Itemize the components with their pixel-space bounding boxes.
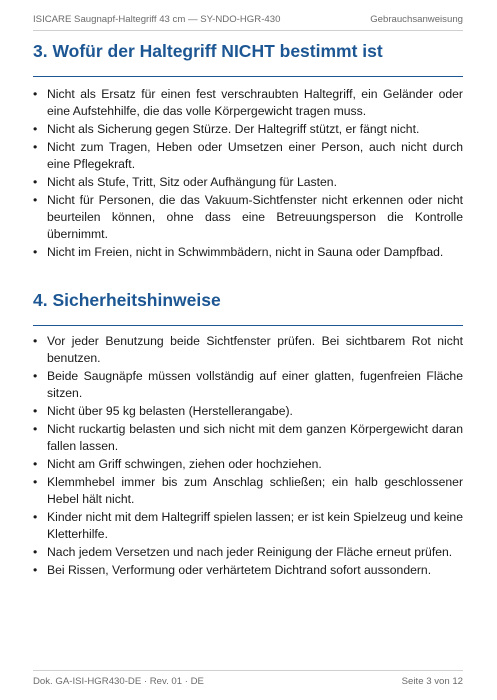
bullet-glyph: • xyxy=(33,334,38,348)
list-item-text: Kinder nicht mit dem Haltegriff spielen lassen; er ist kein Spielzeug und keine Kletterhilfe. xyxy=(47,510,463,541)
list-item-text: Nicht zum Tragen, Heben oder Umsetzen einer Person, auch nicht durch eine Pflegekraft. xyxy=(47,140,463,171)
list-item-text: Nicht im Freien, nicht in Schwimmbädern, nicht in Sauna oder Dampfbad. xyxy=(47,245,444,259)
footer-page-number: Seite 3 von 12 xyxy=(401,676,463,687)
header-product-line: ISICARE Saugnapf-Haltegriff 43 cm — SY-NDO-HGR-430 xyxy=(33,14,281,25)
list-item xyxy=(33,544,463,561)
footer-document-id: Dok. GA-ISI-HGR430-DE · Rev. 01 · DE xyxy=(33,676,204,687)
list-item xyxy=(33,403,463,420)
running-footer xyxy=(33,670,463,687)
bullet-glyph: • xyxy=(33,457,38,471)
section-3-list xyxy=(33,86,463,262)
list-item-text: Nicht ruckartig belasten und sich nicht mit dem ganzen Körpergewicht daran fallen lassen. xyxy=(47,422,463,453)
list-item-text: Nach jedem Versetzen und nach jeder Reinigung der Fläche erneut prüfen. xyxy=(47,545,453,559)
list-item-text: Nicht für Personen, die das Vakuum-Sichtfenster nicht erkennen oder nicht beurteilen können, ohne dass eine Betreuungsperson die Kontrolle übernimmt. xyxy=(47,193,463,241)
bullet-glyph: • xyxy=(33,422,38,436)
bullet-glyph: • xyxy=(33,510,38,524)
list-item xyxy=(33,86,463,120)
bullet-glyph: • xyxy=(33,193,38,207)
list-item xyxy=(33,368,463,402)
bullet-glyph: • xyxy=(33,122,38,136)
bullet-glyph: • xyxy=(33,245,38,259)
section-4-rule xyxy=(33,325,463,326)
list-item-text: Nicht als Stufe, Tritt, Sitz oder Aufhängung für Lasten. xyxy=(47,175,337,189)
list-item xyxy=(33,474,463,508)
list-item xyxy=(33,121,463,138)
list-item xyxy=(33,139,463,173)
list-item-text: Vor jeder Benutzung beide Sichtfenster prüfen. Bei sichtbarem Rot nicht benutzen. xyxy=(47,334,463,365)
list-item-text: Bei Rissen, Verformung oder verhärtetem Dichtrand sofort aussondern. xyxy=(47,563,432,577)
bullet-glyph: • xyxy=(33,475,38,489)
list-item-text: Nicht am Griff schwingen, ziehen oder hochziehen. xyxy=(47,457,322,471)
list-item xyxy=(33,509,463,543)
section-3-title: 3. Wofür der Haltegriff NICHT bestimmt ist xyxy=(33,41,383,61)
bullet-glyph: • xyxy=(33,140,38,154)
list-item xyxy=(33,174,463,191)
list-item-text: Nicht als Sicherung gegen Stürze. Der Haltegriff stützt, er fängt nicht. xyxy=(47,122,420,136)
list-item-text: Nicht als Ersatz für einen fest verschraubten Haltegriff, ein Geländer oder eine Aufstehhilfe, die das volle Körpergewicht tragen muss. xyxy=(47,87,463,118)
bullet-glyph: • xyxy=(33,87,38,101)
section-4-list xyxy=(33,333,463,580)
bullet-glyph: • xyxy=(33,545,38,559)
section-4-title: 4. Sicherheitshinweise xyxy=(33,290,221,310)
running-header xyxy=(33,14,463,31)
bullet-glyph: • xyxy=(33,369,38,383)
list-item xyxy=(33,421,463,455)
list-item xyxy=(33,456,463,473)
header-document-type: Gebrauchsanweisung xyxy=(370,14,463,25)
bullet-glyph: • xyxy=(33,175,38,189)
list-item xyxy=(33,333,463,367)
bullet-glyph: • xyxy=(33,404,38,418)
list-item-text: Klemmhebel immer bis zum Anschlag schließen; ein halb geschlossener Hebel hält nicht. xyxy=(47,475,463,506)
section-3-rule xyxy=(33,76,463,77)
list-item xyxy=(33,192,463,243)
list-item-text: Beide Saugnäpfe müssen vollständig auf einer glatten, fugenfreien Fläche sitzen. xyxy=(47,369,463,400)
bullet-glyph: • xyxy=(33,563,38,577)
list-item-text: Nicht über 95 kg belasten (Herstellerangabe). xyxy=(47,404,293,418)
list-item xyxy=(33,562,463,579)
list-item xyxy=(33,244,463,261)
